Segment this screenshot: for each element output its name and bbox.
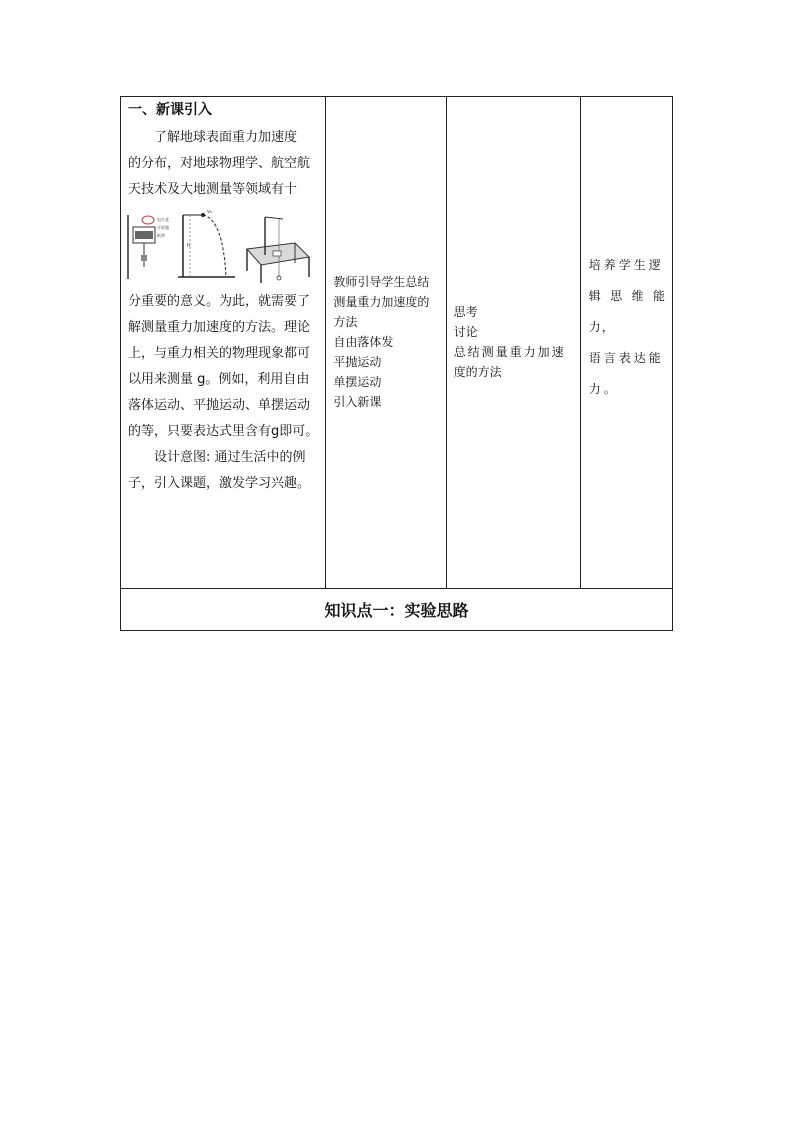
goal-line: 培养学生逻 <box>588 257 664 272</box>
design-intent-line: 子，引入课题，激发学习兴趣。 <box>128 476 311 491</box>
intro-line: 落体运动、平抛运动、单摆运动 <box>128 398 311 413</box>
design-intent-line: 设计意图: 通过生活中的例 <box>154 450 306 465</box>
intro-paragraph <box>128 125 322 203</box>
free-fall-timer-figure <box>128 215 169 279</box>
svg-text:计时器: 计时器 <box>157 225 169 230</box>
teacher-activity-line: 测量重力加速度的 <box>333 295 430 310</box>
teacher-activity-line: 教师引导学生总结 <box>333 275 430 290</box>
intro-line: 了解地球表面重力加速度 <box>154 130 298 145</box>
student-activity-line: 讨论 <box>453 325 478 340</box>
svg-text:电火花: 电火花 <box>157 217 169 222</box>
student-activity-line: 思考 <box>453 305 478 320</box>
goal-line: 力。 <box>588 381 619 396</box>
lesson-table <box>120 96 673 631</box>
experiment-figures <box>123 207 325 287</box>
teacher-activity-cell <box>326 97 446 589</box>
svg-text:h: h <box>187 243 191 249</box>
student-activity-cell <box>446 97 580 589</box>
experiment-illustrations <box>123 207 323 287</box>
lesson-row <box>121 97 673 589</box>
goal-line: 辑思维能力， <box>588 288 666 334</box>
intro-line: 天技术及大地测量等领域有十 <box>128 182 298 197</box>
intro-line: 的分布，对地球物理学、航空航 <box>128 156 311 171</box>
intro-paragraph-continued <box>128 289 322 497</box>
svg-text:纸带: 纸带 <box>157 233 165 238</box>
intro-line: 以用来测量 g。例如，利用自由 <box>128 372 310 387</box>
intro-line: 的等，只要表达式里含有g即可。 <box>128 424 319 439</box>
intro-line: 分重要的意义。为此，就需要了 <box>128 294 311 309</box>
goal-line: 语言表达能 <box>588 350 664 365</box>
student-activity-line: 度的方法 <box>453 365 502 380</box>
knowledge-point-title: 知识点一：实验思路 <box>121 588 673 630</box>
knowledge-point-row <box>121 588 673 630</box>
svg-text:v₀: v₀ <box>207 209 212 215</box>
teacher-activity-line: 引入新课 <box>333 395 382 410</box>
content-cell <box>121 97 326 589</box>
intro-line: 解测量重力加速度的方法。理论 <box>128 320 311 335</box>
design-goal-cell <box>580 97 672 589</box>
teacher-activity-line: 方法 <box>333 315 358 330</box>
student-activity-line: 总结测量重力加速 <box>453 345 566 360</box>
intro-line: 上，与重力相关的物理现象都可 <box>128 346 311 361</box>
teacher-activity-line: 单摆运动 <box>333 375 382 390</box>
pendulum-figure <box>247 217 309 283</box>
section-heading: 一、新课引入 <box>128 102 212 118</box>
teacher-activity-line: 自由落体发 <box>333 335 394 350</box>
projectile-figure <box>178 209 235 277</box>
teacher-activity-line: 平抛运动 <box>333 355 382 370</box>
